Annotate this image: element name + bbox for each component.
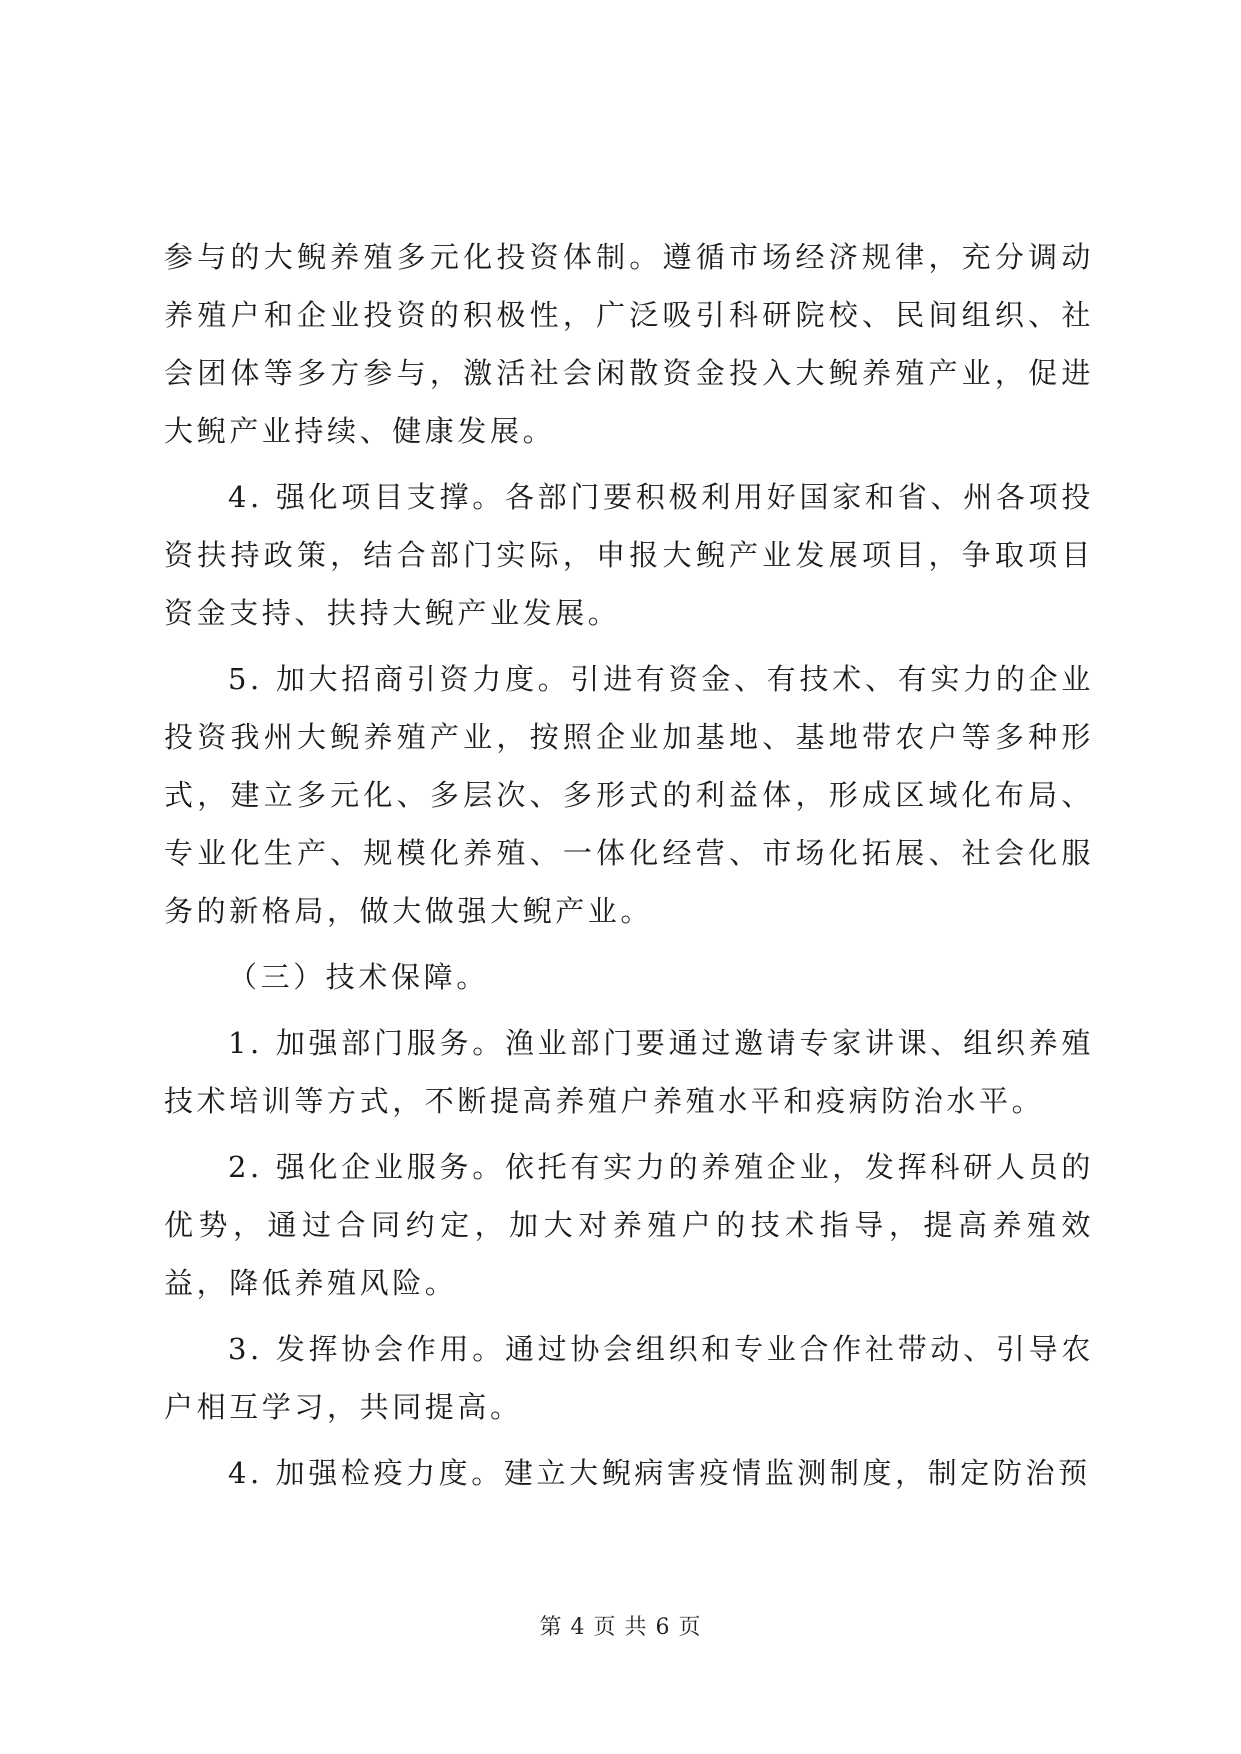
paragraph-3: 5. 加大招商引资力度。引进有资金、有技术、有实力的企业投资我州大鲵养殖产业，按照企业加基地、基地带农户等多种形式，建立多元化、多层次、多形式的利益体，形成区域化布局、专业化生产、规模化养殖、一体化经营、市场化拓展、社会化服务的新格局，做大做强大鲵产业。: [164, 662, 1094, 928]
document-body: [164, 228, 1094, 1510]
paragraph-5: 2. 强化企业服务。依托有实力的养殖企业，发挥科研人员的优势，通过合同约定，加大对养殖户的技术指导，提高养殖效益，降低养殖风险。: [164, 1150, 1094, 1300]
paragraph-6: 3. 发挥协会作用。通过协会组织和专业合作社带动、引导农户相互学习，共同提高。: [164, 1332, 1094, 1424]
section-heading: （三）技术保障。: [228, 960, 489, 994]
paragraph-7: 4. 加强检疫力度。建立大鲵病害疫情监测制度，制定防治预: [228, 1456, 1091, 1490]
paragraph-2: 4. 强化项目支撑。各部门要积极利用好国家和省、州各项投资扶持政策，结合部门实际，申报大鲵产业发展项目，争取项目资金支持、扶持大鲵产业发展。: [164, 480, 1094, 630]
page-footer: 第 4 页 共 6 页: [539, 1615, 702, 1640]
paragraph-1: 参与的大鲵养殖多元化投资体制。遵循市场经济规律，充分调动养殖户和企业投资的积极性，广泛吸引科研院校、民间组织、社会团体等多方参与，激活社会闲散资金投入大鲵养殖产业，促进大鲵产业持续、健康发展。: [164, 240, 1094, 448]
paragraph-4: 1. 加强部门服务。渔业部门要通过邀请专家讲课、组织养殖技术培训等方式，不断提高养殖户养殖水平和疫病防治水平。: [164, 1026, 1094, 1118]
